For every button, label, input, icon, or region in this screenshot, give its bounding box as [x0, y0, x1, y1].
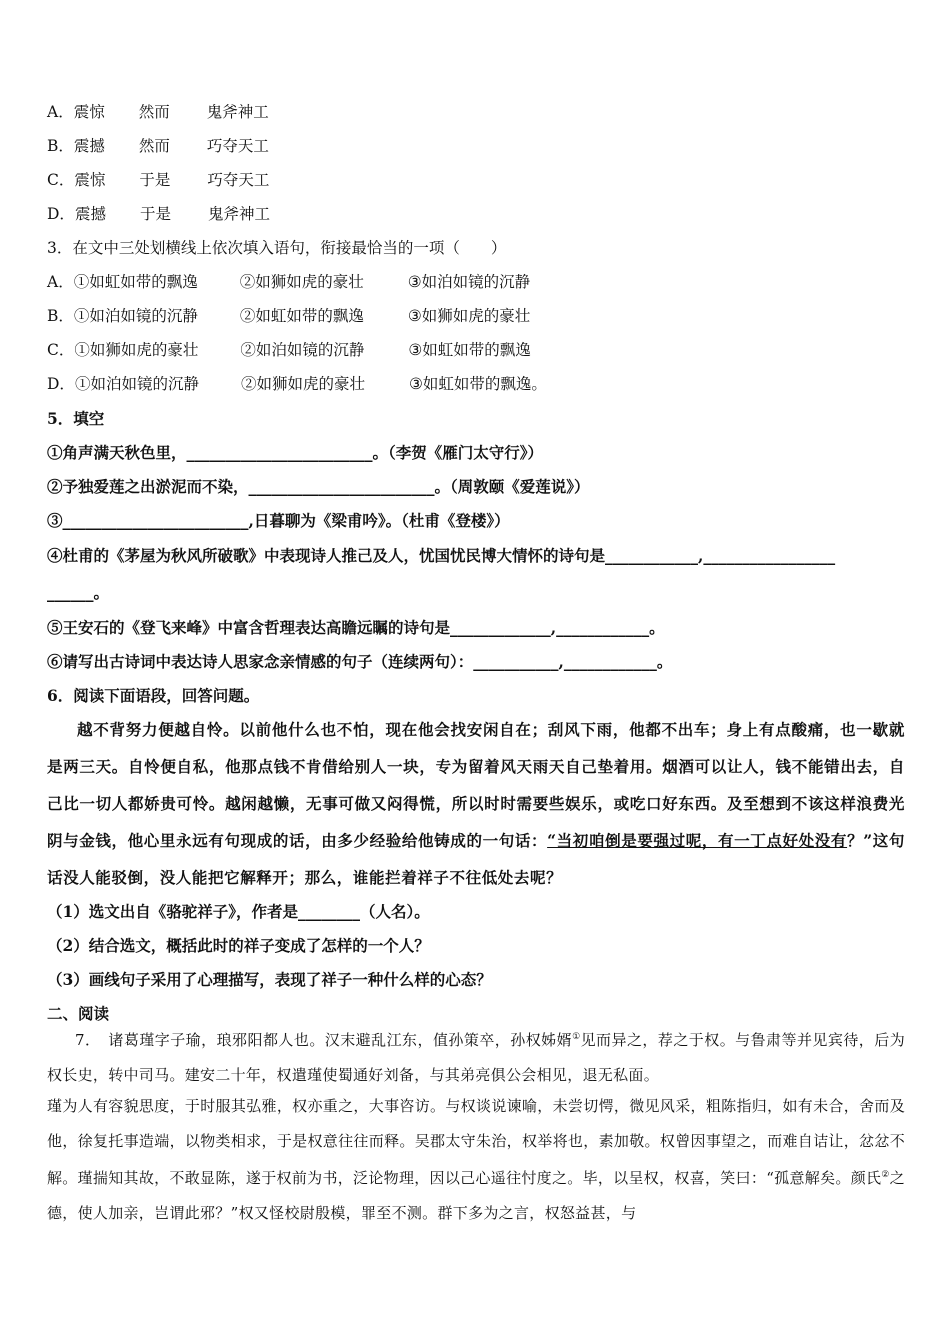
q5-item-4-cont: ______。 [47, 583, 110, 602]
q5-item-2: ②予独爱莲之出淤泥而不染，________________________。（周敦颐《爱莲说》） [47, 477, 590, 496]
q6-passage: 越不背努力便越自怜。以前他什么也不怕，现在他会找安闲自在；刮风下雨，他都不出车；身上有点酸痛，也一歇就是两三天。自怜便自私，他那点钱不肯借给别人一块，专为留着风天雨天自己垫着用。烟酒可以让人，钱不能错出去，自己比一切人都娇贵可怜。越闲越懒，无事可做又闷得慌，所以时时需要些娱乐，或吃口好东西。及至想到不该这样浪费光阴与金钱，他心里永远有句现成的话，由多少经验给他铸成的一句话：“当初咱倒是要强过呢，有一丁点好处没有？”这句话没人能驳倒，没人能把它解释开；那么，谁能拦着祥子不往低处去呢？ [47, 720, 905, 887]
q6-sub-3: （3）画线句子采用了心理描写，表现了祥子一种什么样的心态？ [47, 970, 492, 989]
q5-item-4: ④杜甫的《茅屋为秋风所破歌》中表现诗人推己及人，忧国忧民博大情怀的诗句是____________,_________________ [47, 546, 836, 565]
q3-option-d: D．①如泊如镜的沉静 ②如狮如虎的豪壮 ③如虹如带的飘逸。 [47, 375, 547, 393]
q3-option-b: B．①如泊如镜的沉静 ②如虹如带的飘逸 ③如狮如虎的豪壮 [47, 307, 531, 325]
q3-option-a: A．①如虹如带的飘逸 ②如狮如虎的豪壮 ③如泊如镜的沉静 [47, 273, 531, 291]
section-2-title: 二、阅读 [47, 1004, 110, 1023]
q7-paragraph-1: 7． 诸葛瑾字子瑜，琅邪阳都人也。汉末避乱江东，值孙策卒，孙权姊婿①见而异之，荐之于权。与鲁肃等并见宾待，后为权长史，转中司马。建安二十年，权遣瑾使蜀通好刘备，与其弟亮俱公会相见，退无私面。 [47, 1031, 905, 1084]
q6-underlined-sentence: “当初咱倒是要强过呢，有一丁点好处没有 [547, 831, 848, 850]
q5-item-5: ⑤王安石的《登飞来峰》中富含哲理表达高瞻远瞩的诗句是_____________,____________。 [47, 618, 665, 637]
q6-sub-1: （1）选文出自《骆驼祥子》，作者是________（人名）。 [47, 902, 430, 921]
q5-title: 5．填空 [47, 409, 105, 428]
q2-option-a: A．震惊 然而 鬼斧神工 [47, 103, 269, 121]
q2-option-b: B．震撼 然而 巧夺天工 [47, 137, 269, 155]
q7-paragraph-2: 瑾为人有容貌思度，于时服其弘雅，权亦重之，大事咨访。与权谈说谏喻，未尝切愕，微见风采，粗陈指归，如有未合，舍而及他，徐复托事造端，以物类相求，于是权意往往而释。吴郡太守朱治，权举将也，素加敬。权曾因事望之，而难自诘让，忿忿不解。瑾揣知其故，不敢显陈，遂于权前为书，泛论物理，因以己心遥往忖度之。毕，以呈权，权喜，笑曰：“孤意解矣。颜氏②之德，使人加亲，岂谓此邪？”权又怪校尉殷模，罪至不测。群下多为之言，权怒益甚，与 [47, 1097, 905, 1222]
q6-title: 6．阅读下面语段，回答问题。 [47, 686, 260, 705]
q3-option-c: C．①如狮如虎的豪壮 ②如泊如镜的沉静 ③如虹如带的飘逸 [47, 341, 531, 359]
q2-option-c: C．震惊 于是 巧夺天工 [47, 171, 270, 189]
q6-sub-2: （2）结合选文，概括此时的祥子变成了怎样的一个人？ [47, 936, 430, 955]
q2-option-d: D．震撼 于是 鬼斧神工 [47, 205, 270, 223]
q3-stem: 3．在文中三处划横线上依次填入语句，衔接最恰当的一项（ ） [47, 239, 507, 257]
q5-item-3: ③________________________,日暮聊为《梁甫吟》。（杜甫《登楼》） [47, 511, 510, 530]
q5-item-6: ⑥请写出古诗词中表达诗人思家念亲情感的句子（连续两句）：___________,____________。 [47, 652, 673, 671]
q5-item-1: ①角声满天秋色里，________________________。（李贺《雁门太守行》） [47, 443, 544, 462]
